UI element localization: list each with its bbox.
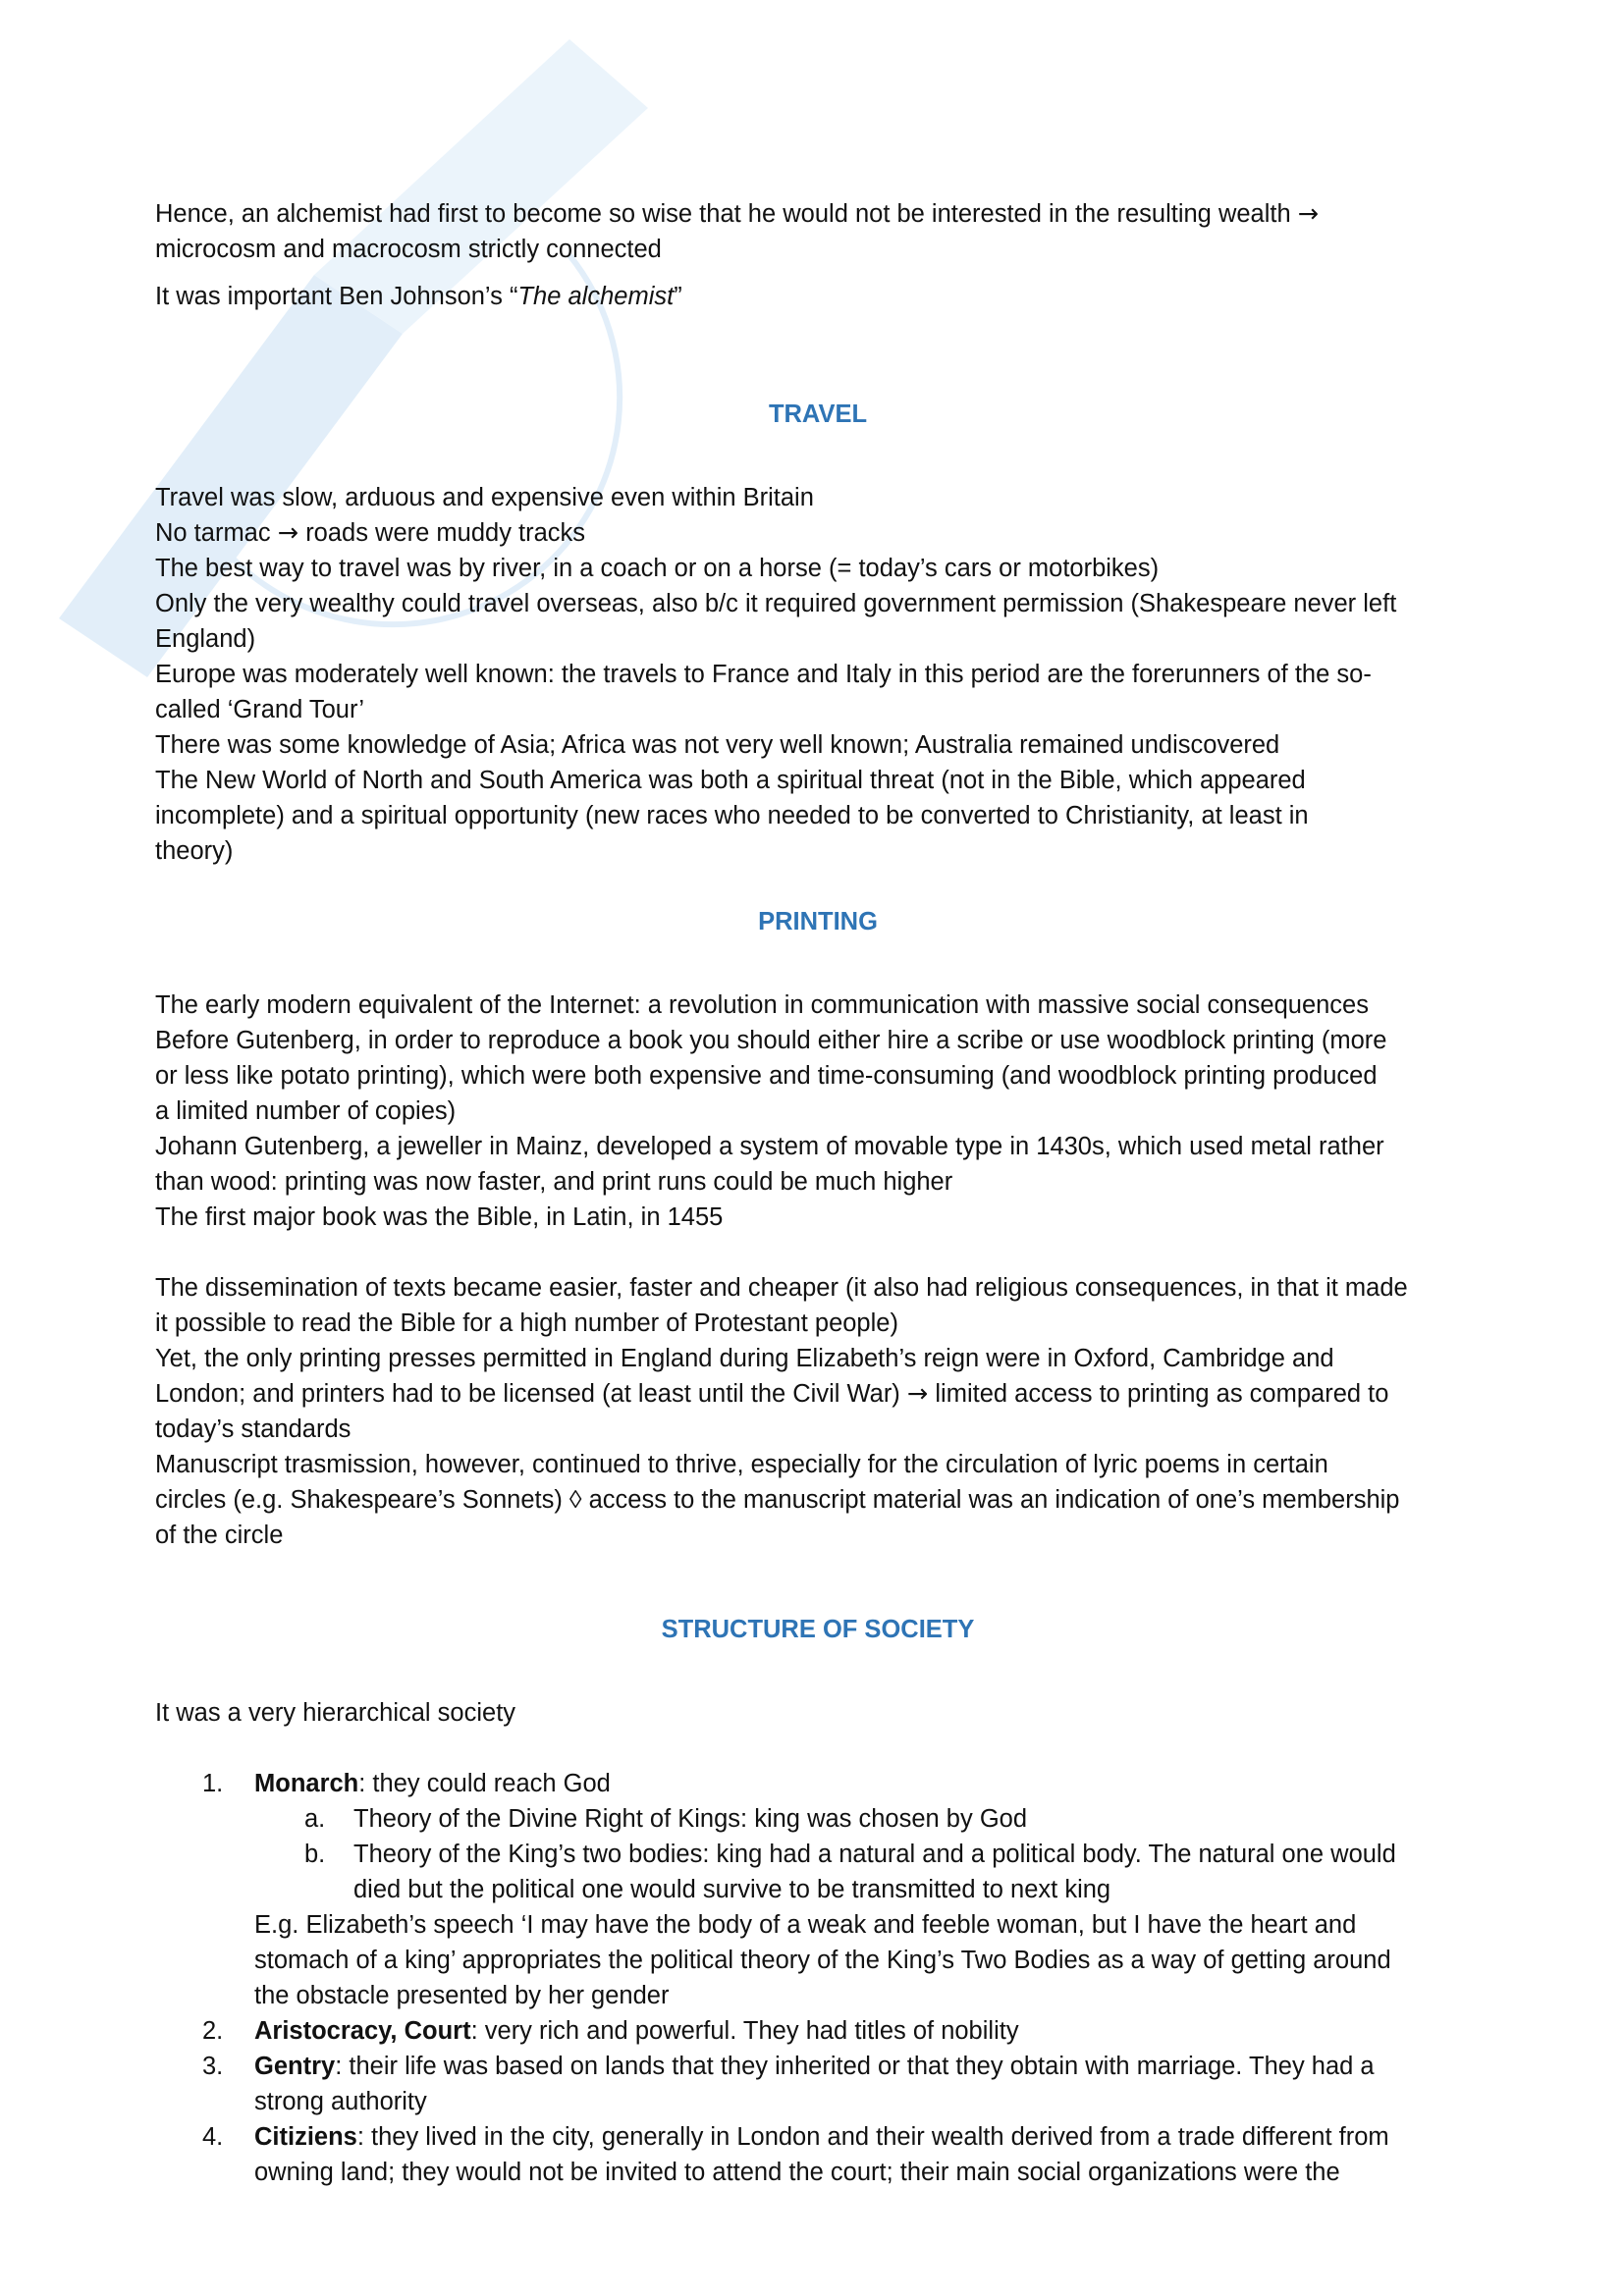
travel-line: The New World of North and South America was both a spiritual threat (not in the Bible, which appeared incomplete) and a spiritual opportunity (new races who needed to be converted to Christianity, at least in theory) bbox=[155, 767, 1309, 865]
printing-line: The dissemination of texts became easier, faster and cheaper (it also had religious consequences, in that it made it possible to read the Bible for a high number of Protestant people) bbox=[155, 1274, 1408, 1337]
printing-line: The first major book was the Bible, in Latin, in 1455 bbox=[155, 1203, 724, 1231]
travel-line: Europe was moderately well known: the travels to France and Italy in this period are the forerunners of the so- called ‘Grand Tour’ bbox=[155, 661, 1372, 723]
printing-line: Before Gutenberg, in order to reproduce a book you should either hire a scribe or use woodblock printing (more or less like potato printing), which were both expensive and time-consuming (and woodblock printing produced a limited number of copies) bbox=[155, 1027, 1387, 1125]
intro-paragraph: Hence, an alchemist had first to become so wise that he would not be interested in the resulting wealth → microcosm and macrocosm strictly connected bbox=[155, 199, 1320, 263]
diamond-icon: ◊ bbox=[568, 1486, 582, 1514]
society-list bbox=[155, 1766, 1481, 2190]
list-term: Gentry bbox=[254, 2053, 336, 2080]
sub-list-item: b. Theory of the King’s two bodies: king had a natural and a political body. The natural one would died but the political one would survive to be transmitted to next king bbox=[254, 1837, 1481, 1907]
list-number: 2. bbox=[202, 2017, 224, 2045]
sub-list-item: a. Theory of the Divine Right of Kings: king was chosen by God bbox=[254, 1801, 1481, 1837]
list-item: 3. Gentry: their life was based on lands that they inherited or that they obtain with marriage. They had a strong authority bbox=[155, 2049, 1481, 2119]
travel-line: There was some knowledge of Asia; Africa was not very well known; Australia remained undiscovered bbox=[155, 731, 1280, 759]
sub-letter: a. bbox=[304, 1805, 326, 1833]
page-content bbox=[155, 196, 1481, 2190]
printing-line: Manuscript trasmission, however, continued to thrive, especially for the circulation of lyric poems in certain circles (e.g. Shakespeare’s Sonnets) ◊ access to the manuscript material was an indication of one’s membership of the circle bbox=[155, 1451, 1400, 1549]
list-term: Aristocracy, Court bbox=[254, 2017, 471, 2045]
list-term: Citiziens bbox=[254, 2123, 357, 2151]
travel-line: Travel was slow, arduous and expensive even within Britain bbox=[155, 484, 814, 511]
travel-line: The best way to travel was by river, in a coach or on a horse (= today’s cars or motorbikes) bbox=[155, 555, 1160, 582]
list-number: 3. bbox=[202, 2053, 224, 2080]
arrow-icon: → bbox=[906, 1379, 929, 1409]
alchemist-reference: It was important Ben Johnson’s “The alchemist” bbox=[155, 283, 682, 310]
printing-heading: PRINTING bbox=[758, 908, 878, 935]
printing-line: Yet, the only printing presses permitted in England during Elizabeth’s reign were in Oxford, Cambridge and London; and printers had to be licensed (at least until the Civil War) → limited access to printing as compared to today’s standards bbox=[155, 1345, 1389, 1443]
travel-section bbox=[155, 480, 1481, 869]
printing-section bbox=[155, 988, 1481, 1553]
list-number: 1. bbox=[202, 1770, 224, 1797]
society-heading: STRUCTURE OF SOCIETY bbox=[661, 1616, 975, 1643]
list-number: 4. bbox=[202, 2123, 224, 2151]
travel-line: No tarmac → roads were muddy tracks bbox=[155, 518, 586, 548]
list-term: Monarch bbox=[254, 1770, 359, 1797]
list-item: 2. Aristocracy, Court: very rich and powerful. They had titles of nobility bbox=[155, 2013, 1481, 2049]
book-title: The alchemist bbox=[517, 283, 675, 310]
arrow-icon: → bbox=[1297, 199, 1320, 229]
list-item: 4. Citiziens: they lived in the city, generally in London and their wealth derived from a trade different from owning land; they would not be invited to attend the court; their main social organizations were the bbox=[155, 2119, 1481, 2190]
example-paragraph: E.g. Elizabeth’s speech ‘I may have the body of a weak and feeble woman, but I have the heart and stomach of a king’ appropriates the political theory of the King’s Two Bodies as a way of getting around the obstacle presented by her gender bbox=[254, 1911, 1391, 2009]
sub-list bbox=[254, 1801, 1481, 1907]
travel-heading: TRAVEL bbox=[768, 400, 868, 428]
arrow-icon: → bbox=[277, 518, 299, 548]
travel-line: Only the very wealthy could travel overseas, also b/c it required government permission (Shakespeare never left England) bbox=[155, 590, 1397, 653]
printing-line: Johann Gutenberg, a jeweller in Mainz, developed a system of movable type in 1430s, which used metal rather than wood: printing was now faster, and print runs could be much higher bbox=[155, 1133, 1384, 1196]
society-intro: It was a very hierarchical society bbox=[155, 1699, 516, 1727]
list-item: 1. Monarch: they could reach God a. Theory of the Divine Right of Kings: king was chosen by God b. Theory of the King’s two bodies: king had a natural and a political body. The natural one would died but the political one would survive to be transmitted to next king E.g. Elizabeth’s speech ‘I may have the body of a weak and feeble woman, but I have the heart and stomach of a king’ appropriates the political theory of the King’s Two Bodies as a way of getting around the obstacle presented by her gender bbox=[155, 1766, 1481, 2013]
sub-letter: b. bbox=[304, 1841, 326, 1868]
printing-line: The early modern equivalent of the Internet: a revolution in communication with massive social consequences bbox=[155, 991, 1369, 1019]
